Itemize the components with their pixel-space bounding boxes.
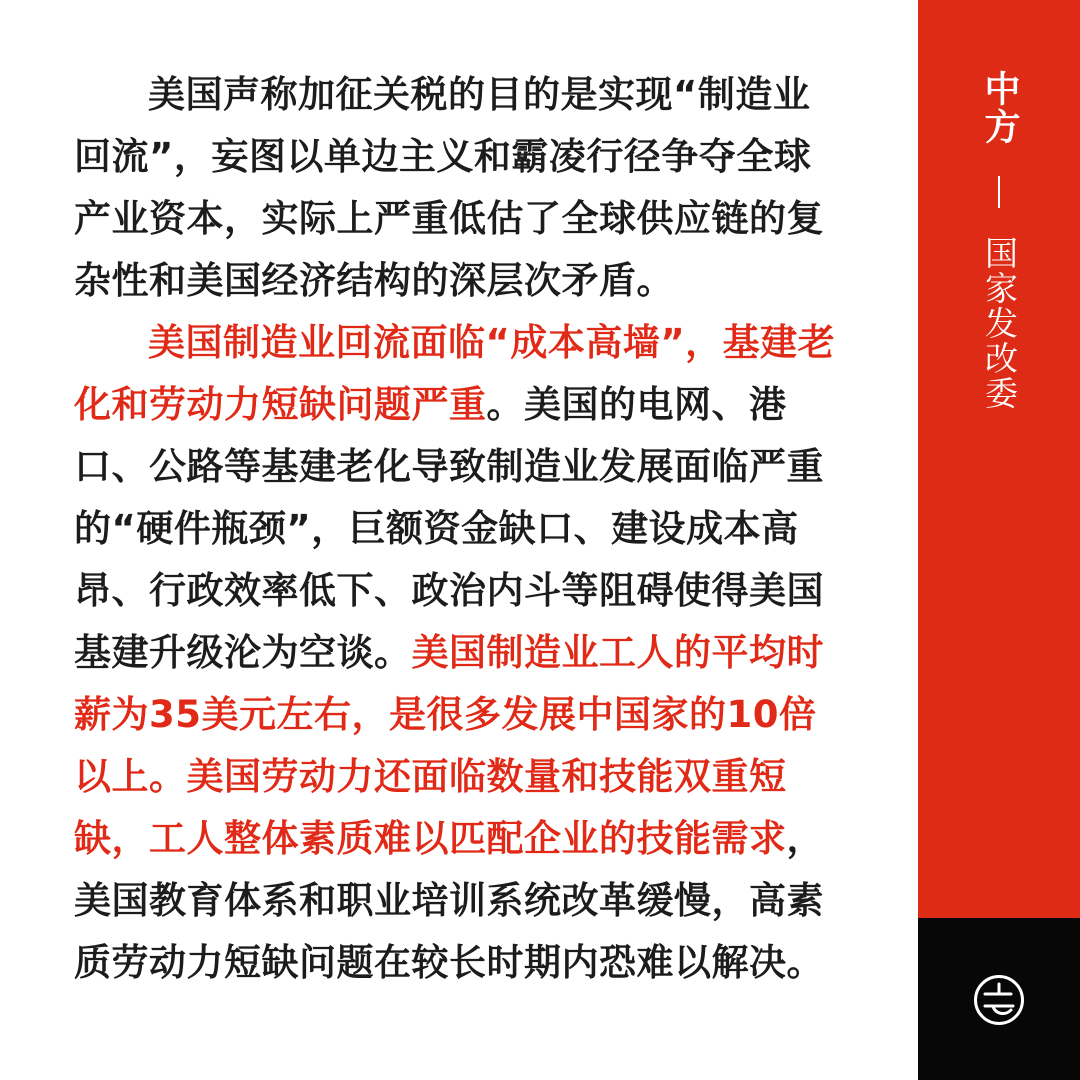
paragraph-1-text: 美国声称加征关税的目的是实现“制造业回流”，妄图以单边主义和霸凌行径争夺全球产业资本，实际上严重低估了全球供应链的复杂性和美国经济结构的深层次矛盾。 [74, 73, 824, 302]
section-name: 国家发改委 [980, 236, 1019, 411]
body-text-2: ，美国教育体系和职业培训系统改革缓慢，高素质劳动力短缺问题在较长时期内恐难以解决。 [74, 817, 824, 984]
sidebar-red-panel [918, 0, 1080, 918]
highlight-text-1: 美国制造业回流面临“成本高墙”，基建老化和劳动力短缺问题严重 [74, 321, 836, 426]
paragraph-1 [74, 64, 840, 312]
highlight-text-2: 美国制造业工人的平均时薪为35美元左右，是很多发展中国家的10倍以上。美国劳动力还面临数量和技能双重短缺，工人整体素质难以匹配企业的技能需求 [74, 631, 824, 860]
circular-monogram-logo-icon [973, 974, 1025, 1026]
sidebar-text [918, 70, 1080, 411]
sidebar-black-panel [918, 918, 1080, 1080]
paragraph-2 [74, 312, 840, 994]
sidebar-divider [998, 176, 1000, 208]
body-text-1: 。美国的电网、港口、公路等基建老化导致制造业发展面临严重的“硬件瓶颈”，巨额资金缺口、建设成本高昂、行政效率低下、政治内斗等阻碍使得美国基建升级沦为空谈。 [74, 383, 824, 674]
article-body [74, 64, 840, 994]
brand-name: 中方 [979, 70, 1020, 146]
